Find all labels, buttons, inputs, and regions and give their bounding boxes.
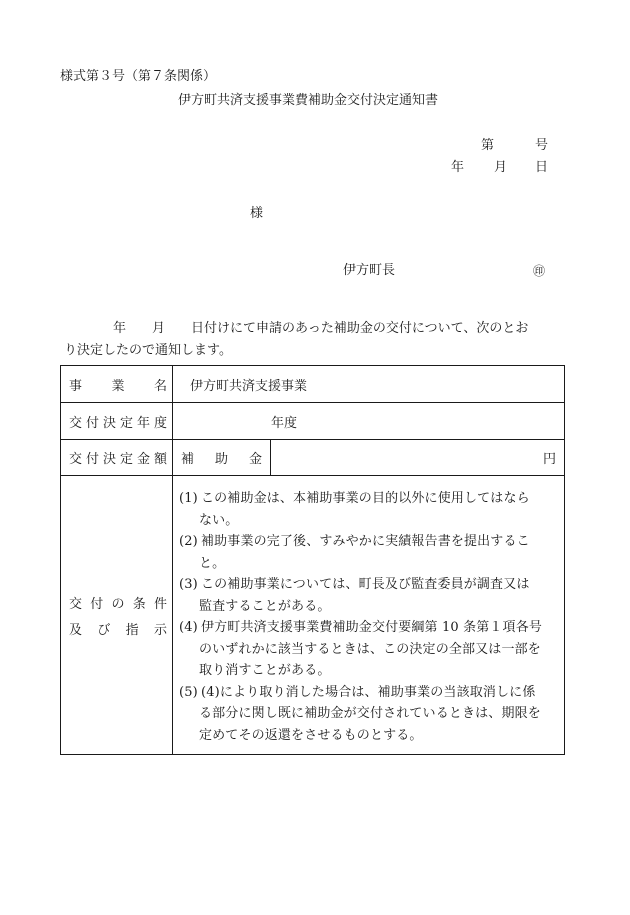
amount-label: 交付決定金額 <box>69 452 167 467</box>
table-row-conditions <box>61 476 564 754</box>
form-number-label: 様式第３号（第７条関係） <box>60 69 217 84</box>
yen-unit: 円 <box>542 452 556 467</box>
condition-item <box>179 617 556 682</box>
condition-line: この補助事業については、町長及び監査委員が調査又は <box>201 577 530 592</box>
decision-table <box>60 365 565 755</box>
document-number-prefix: 第 <box>481 138 495 153</box>
conditions-list <box>173 476 564 754</box>
condition-number: (3) <box>179 577 198 592</box>
condition-line: 監査することがある。 <box>199 598 331 614</box>
project-label-cell <box>61 366 173 402</box>
project-label: 事業名 <box>69 378 167 394</box>
table-row-project <box>61 366 564 403</box>
seal-mark-icon: ㊞ <box>533 264 546 278</box>
condition-line: 伊方町共済支援事業費補助金交付要綱第 10 条第１項各号 <box>201 620 543 635</box>
document-number-suffix: 号 <box>535 138 549 153</box>
condition-line: る部分に関し既に補助金が交付されているときは、期限を <box>199 706 541 721</box>
condition-number: (5) <box>179 684 198 700</box>
condition-item <box>179 574 556 617</box>
document-title: 伊方町共済支援事業費補助金交付決定通知書 <box>178 93 439 108</box>
amount-label-cell <box>61 440 173 475</box>
condition-line: 取り消すことがある。 <box>199 663 331 678</box>
intro-text-line-1: 年 月 日付けにて申請のあった補助金の交付について、次のとお <box>61 321 529 336</box>
conditions-label-line-1: 交付の条件 <box>69 596 167 612</box>
table-row-amount <box>61 440 564 476</box>
condition-number: (1) <box>179 491 198 506</box>
sender-name: 伊方町長 <box>343 263 396 278</box>
condition-line: (4)により取り消した場合は、補助事業の当該取消しに係 <box>201 684 536 700</box>
addressee-honorific: 様 <box>250 206 264 221</box>
table-row-year <box>61 403 564 440</box>
condition-item <box>179 531 556 574</box>
condition-line: 補助事業の完了後、すみやかに実績報告書を提出するこ <box>201 534 530 549</box>
condition-line: のいずれかに該当するときは、この決定の全部又は一部を <box>199 641 541 657</box>
subsidy-label-cell <box>173 440 271 475</box>
conditions-label-line-2: 及び指示 <box>69 622 167 638</box>
condition-line: この補助金は、本補助事業の目的以外に使用してはなら <box>201 491 530 506</box>
date-month-label: 月 <box>494 160 508 175</box>
date-day-label: 日 <box>535 160 549 175</box>
date-year-label: 年 <box>451 160 465 175</box>
amount-value-field <box>271 440 564 475</box>
condition-line: と。 <box>199 555 226 571</box>
conditions-label-cell <box>61 476 173 754</box>
condition-item <box>179 682 556 747</box>
year-value: 年度 <box>271 415 298 431</box>
project-value: 伊方町共済支援事業 <box>190 378 308 394</box>
condition-line: ない。 <box>199 512 239 528</box>
condition-number: (4) <box>179 620 198 635</box>
year-label: 交付決定年度 <box>69 415 167 431</box>
condition-number: (2) <box>179 534 198 549</box>
intro-text-line-2: り決定したので通知します。 <box>64 343 232 358</box>
condition-item <box>179 488 556 531</box>
amount-cell <box>173 440 564 475</box>
subsidy-label: 補助金 <box>181 452 262 467</box>
condition-line: 定めてその返還をさせるものとする。 <box>199 727 423 743</box>
year-label-cell <box>61 403 173 439</box>
